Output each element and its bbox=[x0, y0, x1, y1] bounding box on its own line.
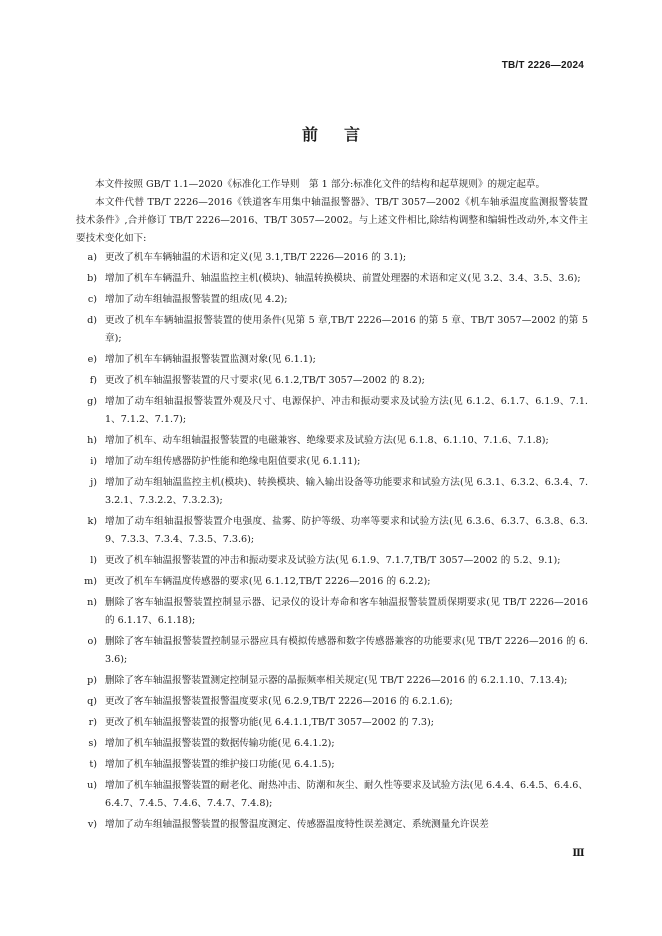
list-item-text: 增加了机车轴温报警装置的数据传输功能(见 6.4.1.2); bbox=[105, 738, 335, 749]
intro-paragraph: 本文件按照 GB/T 1.1—2020《标准化工作导则 第 1 部分:标准化文件的结构和起草规则》的规定起草。 bbox=[95, 179, 546, 190]
list-item bbox=[76, 573, 588, 591]
list-item-text: 增加了动车组轴温监控主机(模块)、转换模块、输入输出设备等功能要求和试验方法(见 6.3.1、6.3.2、6.3.4、7.3.2.1、7.3.2.2、7.3.2.3); bbox=[105, 477, 588, 506]
list-item bbox=[76, 672, 588, 690]
page-title: 前言 bbox=[301, 125, 386, 144]
page-number: Ⅲ bbox=[572, 848, 584, 859]
list-item-marker: a) bbox=[87, 252, 97, 263]
list-item-marker: g) bbox=[87, 396, 97, 407]
list-item bbox=[76, 474, 588, 510]
list-item-marker: h) bbox=[87, 435, 97, 446]
list-item-text: 增加了动车组轴温报警装置介电强度、盐雾、防护等级、功率等要求和试验方法(见 6.3.6、6.3.7、6.3.8、6.3.9、7.3.3、7.3.4、7.3.5、7.3.6); bbox=[105, 516, 588, 545]
list-item-marker: o) bbox=[87, 636, 97, 647]
list-item-marker: i) bbox=[90, 456, 97, 467]
list-item bbox=[76, 453, 588, 471]
list-item-marker: m) bbox=[84, 576, 97, 587]
list-item bbox=[76, 291, 588, 309]
list-item bbox=[76, 270, 588, 288]
list-item bbox=[76, 777, 588, 813]
list-item-text: 更改了机车轴温报警装置的冲击和振动要求及试验方法(见 6.1.9、7.1.7,TB/T 3057—2002 的 5.2、9.1); bbox=[105, 555, 561, 566]
list-item-text: 删除了客车轴温报警装置控制显示器应具有模拟传感器和数字传感器兼容的功能要求(见 TB/T 2226—2016 的 6.3.6); bbox=[105, 636, 588, 665]
list-item-marker: f) bbox=[89, 375, 97, 386]
list-item-marker: p) bbox=[87, 675, 97, 686]
replacement-paragraph: 本文件代替 TB/T 2226—2016《铁道客车用集中轴温报警器》、TB/T 3057—2002《机车轴承温度监测报警装置技术条件》,合并修订 TB/T 2226—2016、TB/T 3057—2002。与上述文件相比,除结构调整和编辑性改动外,本文件主要技术变化如下: bbox=[76, 197, 588, 244]
list-item-text: 更改了机车轴温报警装置的报警功能(见 6.4.1.1,TB/T 3057—2002 的 7.3); bbox=[105, 717, 434, 728]
list-item bbox=[76, 633, 588, 669]
change-list bbox=[76, 249, 588, 834]
list-item bbox=[76, 372, 588, 390]
list-item-text: 更改了客车轴温报警装置报警温度要求(见 6.2.9,TB/T 2226—2016 的 6.2.1.6); bbox=[105, 696, 453, 707]
list-item-text: 增加了动车组传感器防护性能和绝缘电阻值要求(见 6.1.11); bbox=[105, 456, 361, 467]
list-item-marker: j) bbox=[90, 477, 97, 488]
list-item-marker: q) bbox=[87, 696, 97, 707]
list-item bbox=[76, 714, 588, 732]
list-item-text: 增加了动车组轴温报警装置的组成(见 4.2); bbox=[105, 294, 288, 305]
list-item bbox=[76, 351, 588, 369]
list-item-text: 增加了机车轴温报警装置的维护接口功能(见 6.4.1.5); bbox=[105, 759, 335, 770]
list-item-marker: e) bbox=[87, 354, 97, 365]
list-item-text: 增加了动车组轴温报警装置外观及尺寸、电源保护、冲击和振动要求及试验方法(见 6.1.2、6.1.7、6.1.9、7.1.1、7.1.2、7.1.7); bbox=[105, 396, 588, 425]
list-item-marker: t) bbox=[89, 759, 97, 770]
list-item-marker: r) bbox=[88, 717, 97, 728]
list-item-text: 增加了机车、动车组轴温报警装置的电磁兼容、绝缘要求及试验方法(见 6.1.8、6.1.10、7.1.6、7.1.8); bbox=[105, 435, 549, 446]
list-item-marker: v) bbox=[87, 819, 97, 830]
list-item-marker: l) bbox=[90, 555, 97, 566]
list-item-text: 更改了机车车辆温度传感器的要求(见 6.1.12,TB/T 2226—2016 的 6.2.2); bbox=[105, 576, 431, 587]
list-item bbox=[76, 594, 588, 630]
list-item-text: 删除了客车轴温报警装置控制显示器、记录仪的设计寿命和客车轴温报警装置质保期要求(见 TB/T 2226—2016 的 6.1.17、6.1.18); bbox=[105, 597, 588, 626]
list-item bbox=[76, 393, 588, 429]
list-item-text: 更改了机车轴温报警装置的尺寸要求(见 6.1.2,TB/T 3057—2002 的 8.2); bbox=[105, 375, 425, 386]
list-item-marker: n) bbox=[87, 597, 97, 608]
list-item-marker: u) bbox=[87, 780, 97, 791]
list-item bbox=[76, 312, 588, 348]
list-item bbox=[76, 735, 588, 753]
list-item bbox=[76, 513, 588, 549]
list-item bbox=[76, 816, 588, 834]
list-item bbox=[76, 432, 588, 450]
list-item-text: 增加了机车车辆温升、轴温监控主机(模块)、轴温转换模块、前置处理器的术语和定义(见 3.2、3.4、3.5、3.6); bbox=[105, 273, 581, 284]
list-item bbox=[76, 693, 588, 711]
list-item-marker: d) bbox=[87, 315, 97, 326]
document-body bbox=[76, 176, 588, 837]
list-item-text: 删除了客车轴温报警装置测定控制显示器的晶振频率相关规定(见 TB/T 2226—2016 的 6.2.1.10、7.13.4); bbox=[105, 675, 568, 686]
list-item bbox=[76, 552, 588, 570]
list-item-text: 增加了机车车辆轴温报警装置监测对象(见 6.1.1); bbox=[105, 354, 316, 365]
list-item-marker: b) bbox=[87, 273, 97, 284]
list-item-text: 增加了机车轴温报警装置的耐老化、耐热冲击、防潮和灰尘、耐久性等要求及试验方法(见 6.4.4、6.4.5、6.4.6、6.4.7、7.4.5、7.4.6、7.4.7、7.4.8); bbox=[105, 780, 588, 809]
list-item-text: 增加了动车组轴温报警装置的报警温度测定、传感器温度特性误差测定、系统测量允许误差 bbox=[105, 819, 489, 830]
list-item-marker: c) bbox=[87, 294, 97, 305]
list-item-marker: k) bbox=[87, 516, 97, 527]
list-item bbox=[76, 249, 588, 267]
list-item-text: 更改了机车车辆轴温的术语和定义(见 3.1,TB/T 2226—2016 的 3.1); bbox=[105, 252, 407, 263]
list-item bbox=[76, 756, 588, 774]
list-item-marker: s) bbox=[88, 738, 97, 749]
standard-code: TB/T 2226—2024 bbox=[501, 60, 584, 71]
list-item-text: 更改了机车车辆轴温报警装置的使用条件(见第 5 章,TB/T 2226—2016 的第 5 章、TB/T 3057—2002 的第 5 章); bbox=[105, 315, 588, 344]
